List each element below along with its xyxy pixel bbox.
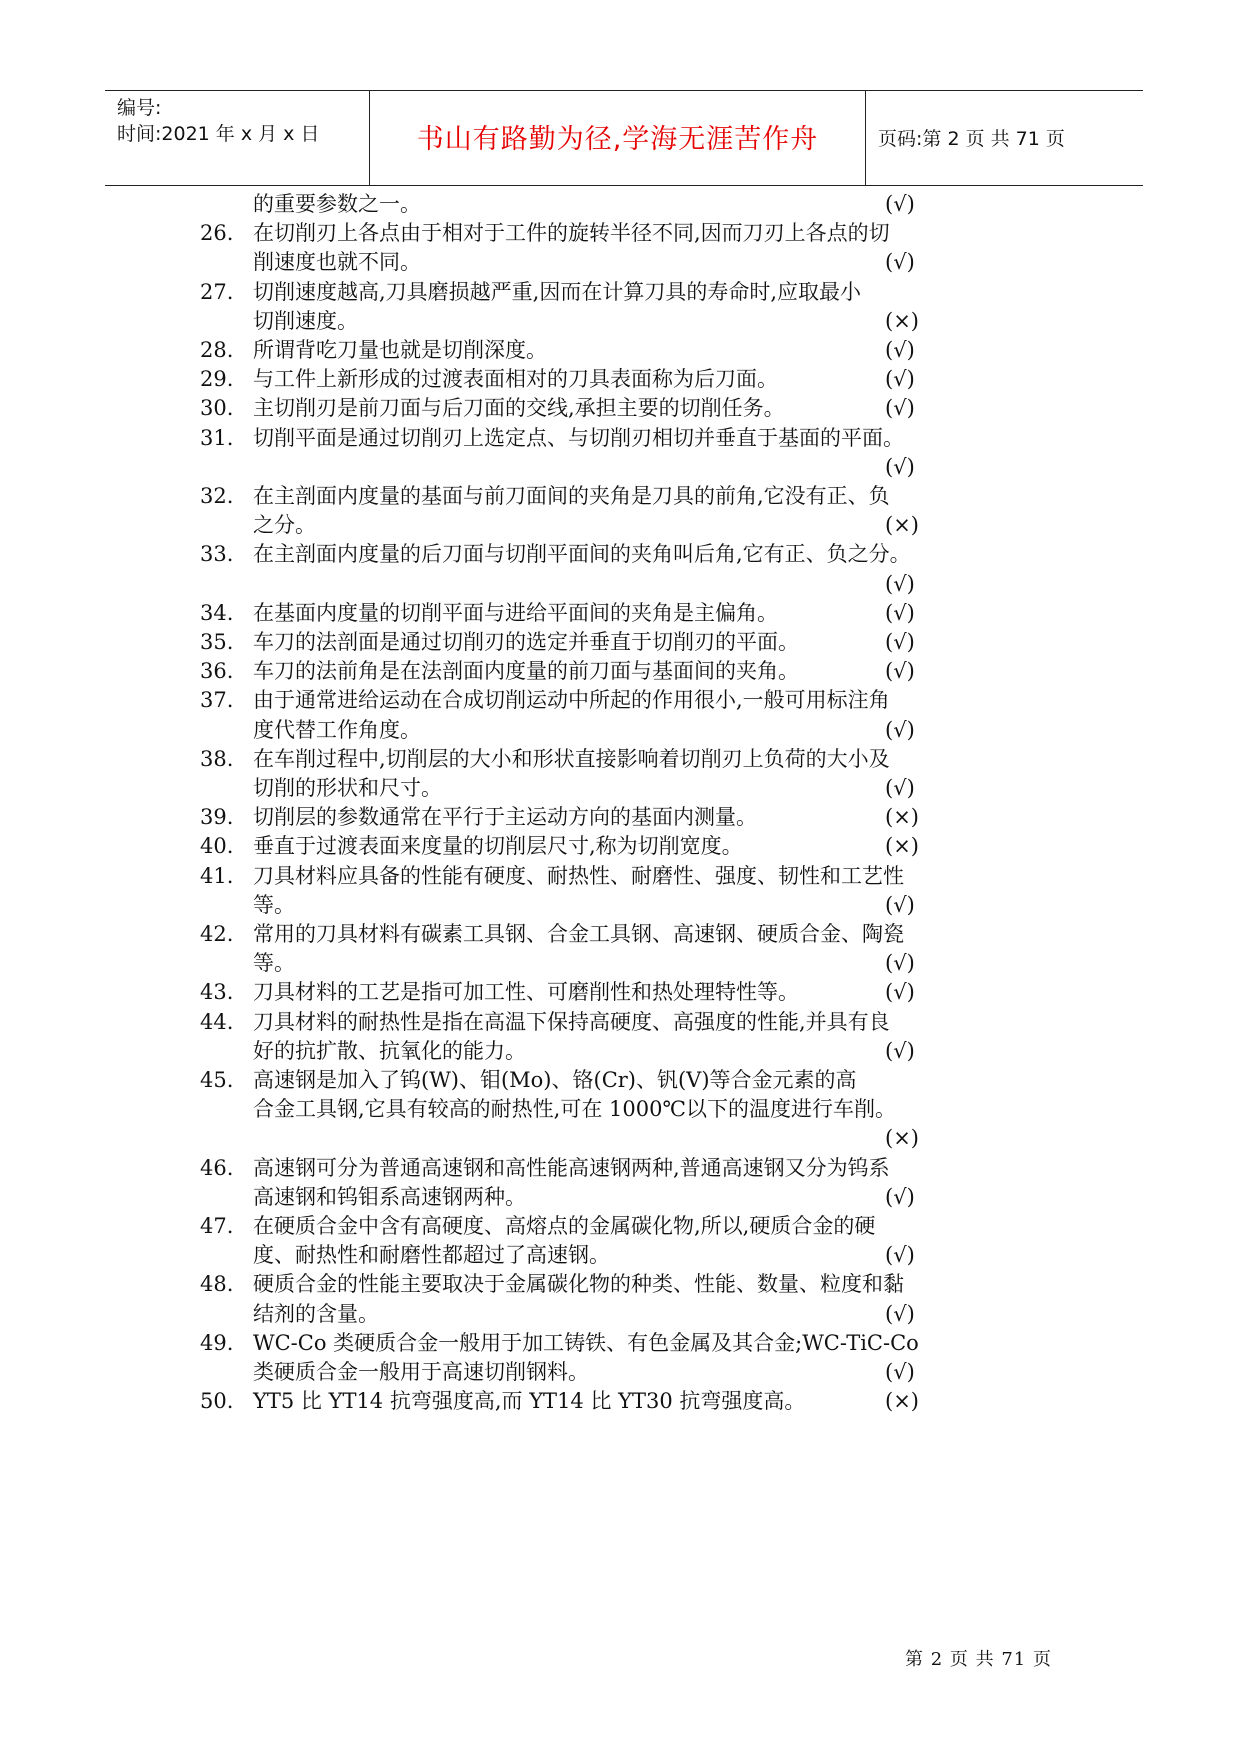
answer-mark: (√) <box>885 250 915 275</box>
answer-mark: (√) <box>885 454 915 479</box>
question-text-line: 切削速度越高,刀具磨损越严重,因而在计算刀具的寿命时,应取最小 <box>253 279 862 304</box>
question-number: 46. <box>200 1155 234 1180</box>
answer-mark: (√) <box>885 892 915 917</box>
question-text-line: 削速度也就不同。 <box>253 250 421 275</box>
answer-mark: (×) <box>885 834 919 859</box>
question-text-line: 刀具材料的耐热性是指在高温下保持高硬度、高强度的性能,并具有良 <box>253 1009 890 1034</box>
answer-mark: (×) <box>885 805 919 830</box>
question-text-line: 度代替工作角度。 <box>253 717 421 742</box>
question-text-line: 高速钢是加入了钨(W)、钼(Mo)、铬(Cr)、钒(V)等合金元素的高 <box>253 1068 857 1092</box>
question-number: 50. <box>200 1389 234 1414</box>
answer-mark: (√) <box>885 659 915 684</box>
question-text-line: 结剂的含量。 <box>253 1301 379 1326</box>
answer-mark: (√) <box>885 1243 915 1268</box>
question-number: 48. <box>200 1272 234 1297</box>
question-number: 31. <box>200 425 234 450</box>
question-text-line: 刀具材料的工艺是指可加工性、可磨削性和热处理特性等。 <box>253 980 799 1005</box>
question-text-line: 在主剖面内度量的基面与前刀面间的夹角是刀具的前角,它没有正、负 <box>253 484 890 508</box>
question-number: 39. <box>200 805 234 830</box>
question-text-line: 车刀的法剖面是通过切削刃的选定并垂直于切削刃的平面。 <box>253 630 799 654</box>
answer-mark: (×) <box>885 1389 919 1414</box>
question-number: 29. <box>200 367 234 392</box>
answer-mark: (×) <box>885 513 919 538</box>
question-number: 40. <box>200 834 234 859</box>
question-number: 49. <box>200 1330 234 1355</box>
answer-mark: (√) <box>885 1301 915 1326</box>
answer-mark: (√) <box>885 396 915 421</box>
question-text-line: 好的抗扩散、抗氧化的能力。 <box>253 1038 526 1063</box>
question-text-line: 切削速度。 <box>253 308 358 333</box>
answer-mark: (√) <box>885 951 915 976</box>
page-header <box>105 90 1143 186</box>
question-number: 27. <box>200 279 234 304</box>
answer-mark: (√) <box>885 1360 915 1384</box>
question-number: 42. <box>200 922 234 946</box>
header-page-cell <box>866 91 1143 185</box>
question-text-line: 由于通常进给运动在合成切削运动中所起的作用很小,一般可用标注角 <box>253 688 890 713</box>
question-text-line: 切削平面是通过切削刃上选定点、与切削刃相切并垂直于基面的平面。 <box>253 425 904 450</box>
header-info-cell <box>105 91 367 185</box>
question-number: 47. <box>200 1214 234 1238</box>
question-number: 30. <box>200 396 234 421</box>
answer-mark: (√) <box>885 776 915 800</box>
question-text-line: 所谓背吃刀量也就是切削深度。 <box>253 338 547 362</box>
question-number: 43. <box>200 980 234 1005</box>
answer-mark: (√) <box>885 717 915 742</box>
answer-mark: (×) <box>885 1126 919 1151</box>
question-text-line: YT5 比 YT14 抗弯强度高,而 YT14 比 YT30 抗弯强度高。 <box>253 1389 806 1414</box>
question-number: 45. <box>200 1068 234 1092</box>
question-number: 38. <box>200 746 234 771</box>
document-time-label: 时间:2021 年 x 月 x 日 <box>117 123 320 145</box>
question-text-line: 高速钢和钨钼系高速钢两种。 <box>253 1184 526 1209</box>
question-text-line: 切削的形状和尺寸。 <box>253 776 442 800</box>
question-text-line: 硬质合金的性能主要取决于金属碳化物的种类、性能、数量、粒度和黏 <box>253 1272 904 1297</box>
question-number: 36. <box>200 659 234 684</box>
question-number: 37. <box>200 688 234 713</box>
question-text-line: 在主剖面内度量的后刀面与切削平面间的夹角叫后角,它有正、负之分。 <box>253 542 911 567</box>
document-number-label: 编号: <box>117 97 162 119</box>
question-number: 28. <box>200 338 234 362</box>
answer-mark: (√) <box>885 367 915 392</box>
question-number: 35. <box>200 630 234 654</box>
question-text-line: 垂直于过渡表面来度量的切削层尺寸,称为切削宽度。 <box>253 834 743 859</box>
question-text-line: 主切削刃是前刀面与后刀面的交线,承担主要的切削任务。 <box>253 396 785 421</box>
answer-mark: (√) <box>885 630 915 654</box>
question-number: 32. <box>200 484 234 508</box>
answer-mark: (×) <box>885 308 919 333</box>
motto-text: 书山有路勤为径,学海无涯苦作舟 <box>416 124 819 155</box>
question-text-line: 度、耐热性和耐磨性都超过了高速钢。 <box>253 1243 610 1268</box>
question-number: 44. <box>200 1009 234 1034</box>
answer-mark: (√) <box>885 980 915 1005</box>
answer-mark: (√) <box>885 338 915 362</box>
question-text-line: 在基面内度量的切削平面与进给平面间的夹角是主偏角。 <box>253 600 778 625</box>
header-motto-cell <box>369 91 866 185</box>
question-text-line: 之分。 <box>253 513 316 538</box>
question-text-line: 车刀的法前角是在法剖面内度量的前刀面与基面间的夹角。 <box>253 659 799 684</box>
question-text-line: 合金工具钢,它具有较高的耐热性,可在 1000℃以下的温度进行车削。 <box>253 1097 896 1122</box>
question-text-line: 高速钢可分为普通高速钢和高性能高速钢两种,普通高速钢又分为钨系 <box>253 1155 890 1180</box>
question-text-line: 的重要参数之一。 <box>253 192 421 216</box>
answer-mark: (√) <box>885 1184 915 1209</box>
question-text-line: WC-Co 类硬质合金一般用于加工铸铁、有色金属及其合金;WC-TiC-Co <box>253 1330 919 1355</box>
question-text-line: 在车削过程中,切削层的大小和形状直接影响着切削刃上负荷的大小及 <box>253 746 890 771</box>
question-number: 26. <box>200 221 234 246</box>
question-text-line: 在硬质合金中含有高硬度、高熔点的金属碳化物,所以,硬质合金的硬 <box>253 1214 876 1238</box>
footer-page-number: 第 2 页 共 71 页 <box>905 1649 1052 1670</box>
question-text-line: 切削层的参数通常在平行于主运动方向的基面内测量。 <box>253 805 757 830</box>
question-number: 34. <box>200 600 234 625</box>
answer-mark: (√) <box>885 600 915 625</box>
question-text-line: 与工件上新形成的过渡表面相对的刀具表面称为后刀面。 <box>253 367 778 392</box>
question-number: 33. <box>200 542 234 567</box>
question-text-line: 等。 <box>253 951 295 976</box>
question-text-line: 等。 <box>253 892 295 917</box>
question-text-line: 在切削刃上各点由于相对于工件的旋转半径不同,因而刀刃上各点的切 <box>253 221 890 246</box>
question-text-line: 刀具材料应具备的性能有硬度、耐热性、耐磨性、强度、韧性和工艺性 <box>253 863 904 888</box>
header-page-number: 页码:第 2 页 共 71 页 <box>878 128 1065 150</box>
answer-mark: (√) <box>885 192 915 216</box>
answer-mark: (√) <box>885 571 915 596</box>
question-text-line: 常用的刀具材料有碳素工具钢、合金工具钢、高速钢、硬质合金、陶瓷 <box>253 922 904 946</box>
question-number: 41. <box>200 863 234 888</box>
answer-mark: (√) <box>885 1038 915 1063</box>
question-text-line: 类硬质合金一般用于高速切削钢料。 <box>253 1360 589 1384</box>
